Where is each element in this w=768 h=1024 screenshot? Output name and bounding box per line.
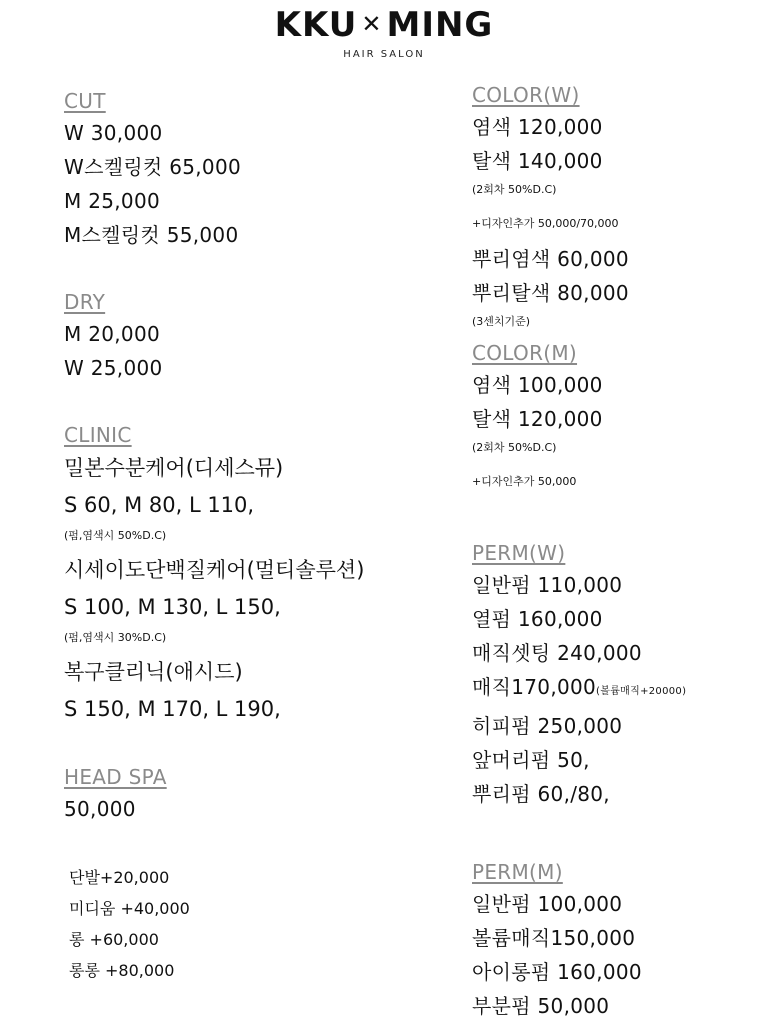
length-extra-line: 롱롱 +80,000 — [69, 961, 175, 980]
section-head-spa — [64, 762, 444, 826]
price-line: 아이롱펌 160,000 — [472, 960, 642, 984]
clinic-item-price: S 100, M 130, L 150, — [64, 595, 281, 619]
price-line: 열펌 160,000 — [472, 607, 603, 631]
menu-right-column — [472, 80, 762, 1023]
price-line: 염색 100,000 — [472, 373, 603, 397]
section-cut — [64, 86, 444, 252]
salon-logo — [0, 4, 768, 61]
section-dry — [64, 287, 444, 385]
logo-name-right: MING — [386, 5, 494, 45]
section-color-m — [472, 338, 762, 494]
price-line: 매직셋팅 240,000 — [472, 641, 642, 665]
price-line: 앞머리펌 50, — [472, 748, 590, 772]
length-extra-line: 롱 +60,000 — [69, 930, 159, 949]
clinic-item-name: 시세이도단백질케어(멀티솔루션) — [64, 558, 365, 582]
logo-name-left: KKU — [274, 5, 358, 45]
section-title-clinic: CLINIC — [64, 423, 132, 447]
price-line: 뿌리염색 60,000 — [472, 247, 629, 271]
price-note: (2회차 50%D.C) — [472, 183, 557, 196]
price-line: 뿌리탈색 80,000 — [472, 281, 629, 305]
clinic-item-name: 밀본수분케어(디세스뮤) — [64, 456, 284, 480]
section-title-cut: CUT — [64, 89, 106, 113]
price-note: +디자인추가 50,000/70,000 — [472, 217, 619, 230]
section-perm-m — [472, 857, 762, 1023]
price-line: 부분펌 50,000 — [472, 994, 610, 1018]
clinic-item-note: (펌,염색시 30%D.C) — [64, 631, 167, 644]
price-line: M스켈링컷 55,000 — [64, 223, 239, 247]
logo-wordmark — [0, 4, 768, 45]
price-line: 히피펌 250,000 — [472, 714, 623, 738]
section-title-head-spa: HEAD SPA — [64, 765, 167, 789]
price-line: 일반펌 100,000 — [472, 892, 623, 916]
clinic-item-price: S 60, M 80, L 110, — [64, 493, 255, 517]
price-line: 염색 120,000 — [472, 115, 603, 139]
section-title-dry: DRY — [64, 290, 106, 314]
clinic-item-note: (펌,염색시 50%D.C) — [64, 529, 167, 542]
section-title-color-w: COLOR(W) — [472, 83, 580, 107]
price-line: 탈색 120,000 — [472, 407, 603, 431]
price-line: 일반펌 110,000 — [472, 573, 623, 597]
price-note-inline: (볼륨매직+20000) — [596, 686, 687, 697]
length-extra-line: 미디움 +40,000 — [69, 899, 190, 918]
price-line: W 30,000 — [64, 121, 163, 145]
section-clinic — [64, 420, 444, 728]
price-line: M 20,000 — [64, 322, 160, 346]
price-note: (3센치기준) — [472, 315, 531, 328]
price-line — [472, 670, 762, 709]
price-line: W스켈링컷 65,000 — [64, 155, 241, 179]
price-line: 50,000 — [64, 797, 136, 821]
price-line: 탈색 140,000 — [472, 149, 603, 173]
clinic-item-name: 복구클리닉(애시드) — [64, 660, 243, 684]
price-line-text: 매직170,000 — [472, 675, 597, 699]
logo-separator-icon: ✕ — [361, 10, 383, 38]
price-note: +디자인추가 50,000 — [472, 475, 577, 488]
section-color-w — [472, 80, 762, 334]
section-title-color-m: COLOR(M) — [472, 341, 578, 365]
price-line: M 25,000 — [64, 189, 160, 213]
length-extras — [69, 862, 444, 986]
price-note: (2회차 50%D.C) — [472, 441, 557, 454]
logo-subtitle: HAIR SALON — [343, 49, 425, 60]
price-line: 뿌리펌 60,/80, — [472, 782, 610, 806]
price-line: 볼륨매직150,000 — [472, 926, 636, 950]
length-extra-line: 단발+20,000 — [69, 868, 170, 887]
section-perm-w — [472, 538, 762, 811]
price-line: W 25,000 — [64, 356, 163, 380]
menu-left-column — [64, 86, 444, 986]
section-title-perm-w: PERM(W) — [472, 541, 566, 565]
section-title-perm-m: PERM(M) — [472, 860, 563, 884]
clinic-item-price: S 150, M 170, L 190, — [64, 697, 281, 721]
